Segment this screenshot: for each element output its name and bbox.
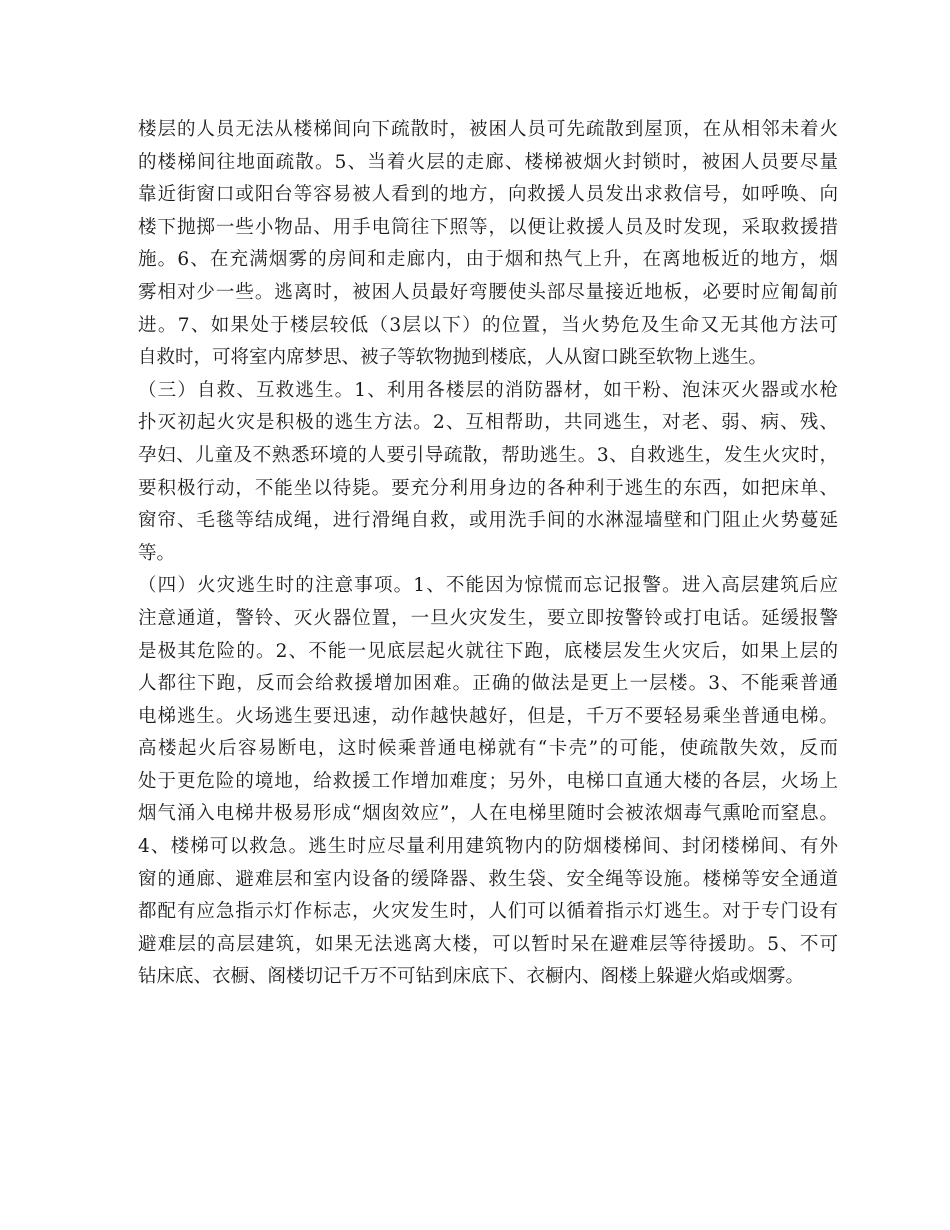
- text-line: 扑灭初起火灾是积极的逃生方法。2、互相帮助，共同逃生，对老、弱、病、残、: [138, 412, 838, 434]
- text-line: 钻床底、衣橱、阁楼切记千万不可钻到床底下、衣橱内、阁楼上躲避火焰或烟雾。: [138, 966, 805, 988]
- text-line: 的楼梯间往地面疏散。5、当着火层的走廊、楼梯被烟火封锁时，被困人员要尽量: [138, 151, 838, 173]
- text-line: 孕妇、儿童及不熟悉环境的人要引导疏散，帮助逃生。3、自救逃生，发生火灾时，: [138, 444, 838, 466]
- text-line: 避难层的高层建筑，如果无法逃离大楼，可以暂时呆在避难层等待援助。5、不可: [138, 933, 838, 955]
- text-line: 注意通道，警铃、灭火器位置，一旦火灾发生，要立即按警铃或打电话。延缓报警: [138, 607, 838, 629]
- text-line: 靠近街窗口或阳台等容易被人看到的地方，向救援人员发出求救信号，如呼唤、向: [138, 184, 838, 206]
- text-line: 烟气涌入电梯井极易形成“烟囱效应”，人在电梯里随时会被浓烟毒气熏呛而窒息。: [138, 803, 838, 825]
- text-line: 楼下抛掷一些小物品、用手电筒往下照等，以便让救援人员及时发现，采取救援措: [138, 216, 838, 238]
- text-line: 高楼起火后容易断电，这时候乘普通电梯就有“卡壳”的可能，使疏散失效，反而: [138, 738, 838, 760]
- section-heading-line: （四）火灾逃生时的注意事项。1、不能因为惊慌而忘记报警。进入高层建筑后应: [138, 575, 838, 597]
- text-line: 电梯逃生。火场逃生要迅速，动作越快越好，但是，千万不要轻易乘坐普通电梯。: [138, 705, 838, 727]
- text-line: 进。7、如果处于楼层较低（3层以下）的位置，当火势危及生命又无其他方法可: [138, 314, 838, 336]
- text-line: 施。6、在充满烟雾的房间和走廊内，由于烟和热气上升，在离地板近的地方，烟: [138, 249, 838, 271]
- text-line: 窗帘、毛毯等结成绳，进行滑绳自救，或用洗手间的水淋湿墙壁和门阻止火势蔓延: [138, 510, 838, 532]
- text-line: 人都往下跑，反而会给救援增加困难。正确的做法是更上一层楼。3、不能乘普通: [138, 673, 838, 695]
- text-line: 自救时，可将室内席梦思、被子等软物抛到楼底，人从窗口跳至软物上逃生。: [138, 347, 768, 369]
- section-heading-line: （三）自救、互救逃生。1、利用各楼层的消防器材，如干粉、泡沫灭火器或水枪: [138, 379, 838, 401]
- text-line: 处于更危险的境地，给救援工作增加难度；另外，电梯口直通大楼的各层，火场上: [138, 770, 838, 792]
- text-line: 是极其危险的。2、不能一见底层起火就往下跑，底楼层发生火灾后，如果上层的: [138, 640, 838, 662]
- text-line: 都配有应急指示灯作标志，火灾发生时，人们可以循着指示灯逃生。对于专门设有: [138, 901, 838, 923]
- text-line: 等。: [138, 542, 176, 564]
- text-line: 楼层的人员无法从楼梯间向下疏散时，被困人员可先疏散到屋顶，在从相邻未着火: [138, 119, 838, 140]
- text-line: 要积极行动，不能坐以待毙。要充分利用身边的各种利于逃生的东西，如把床单、: [138, 477, 838, 499]
- text-line: 窗的通廊、避难层和室内设备的缓降器、救生袋、安全绳等设施。楼梯等安全通道: [138, 868, 838, 890]
- text-line: 4、楼梯可以救急。逃生时应尽量利用建筑物内的防烟楼梯间、封闭楼梯间、有外: [138, 836, 838, 858]
- text-line: 雾相对少一些。逃离时，被困人员最好弯腰使头部尽量接近地板，必要时应匍匐前: [138, 281, 838, 303]
- body-text: [138, 114, 838, 994]
